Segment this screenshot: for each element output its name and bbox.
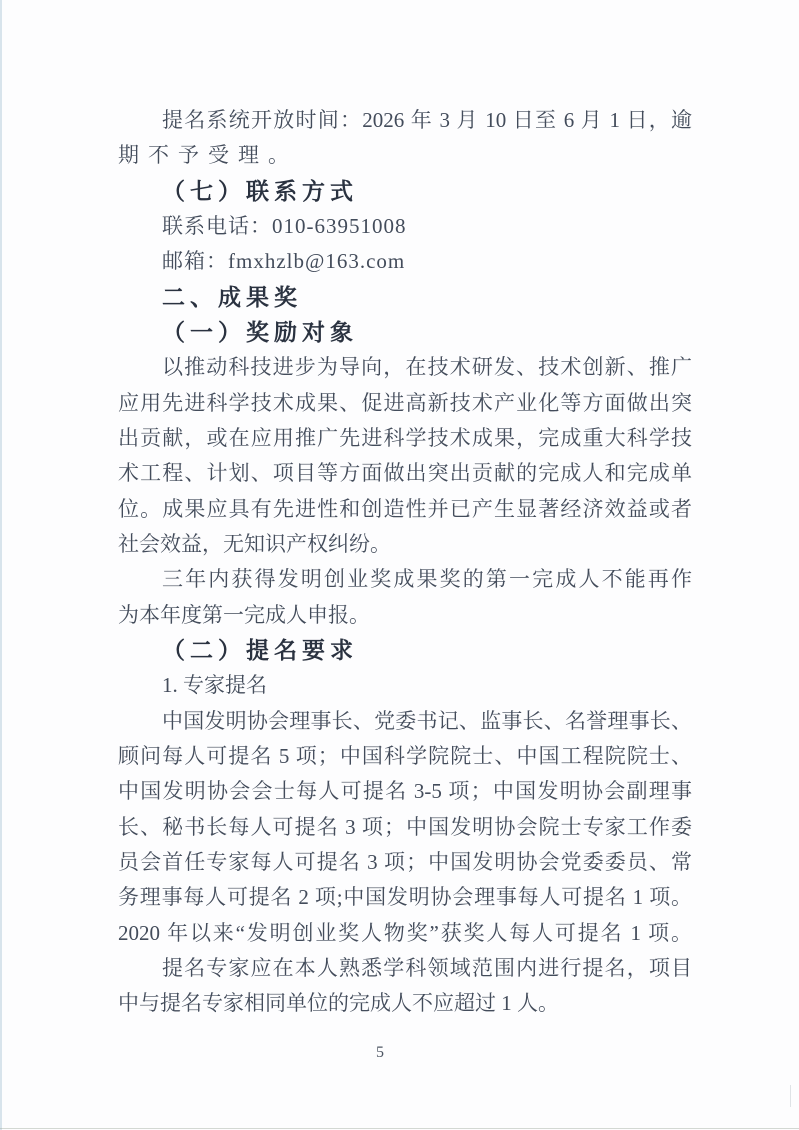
text-line: 三年内获得发明创业奖成果奖的第一完成人不能再作 xyxy=(162,567,692,592)
heading-award-target: （一）奖励对象 xyxy=(162,319,358,345)
scan-edge-artifact-bottom xyxy=(0,1128,799,1129)
heading-nomination-requirements: （二）提名要求 xyxy=(162,637,358,663)
text-line-phone: 联系电话：010-63951008 xyxy=(162,213,407,238)
text-line: 长、秘书长每人可提名 3 项；中国发明协会院士专家工作委 xyxy=(118,814,692,839)
text-line: 位。成果应具有先进性和创造性并已产生显著经济效益或者 xyxy=(118,496,692,521)
text-line: 务理事每人可提名 2 项;中国发明协会理事每人可提名 1 项。 xyxy=(118,885,692,910)
text-line: 顾问每人可提名 5 项；中国科学院院士、中国工程院院士、 xyxy=(118,743,692,768)
text-line: 中国发明协会会士每人可提名 3-5 项；中国发明协会副理事 xyxy=(118,779,692,804)
page-number: 5 xyxy=(376,1044,384,1061)
scan-edge-artifact-right xyxy=(790,1085,791,1107)
text-line: 术工程、计划、项目等方面做出突出贡献的完成人和完成单 xyxy=(118,461,692,486)
text-line: 员会首任专家每人可提名 3 项；中国发明协会党委委员、常 xyxy=(118,849,692,874)
text-line: 应用先进科学技术成果、促进高新技术产业化等方面做出突 xyxy=(118,390,692,415)
document-body xyxy=(118,103,692,1022)
text-line: 出贡献，或在应用推广先进科学技术成果，完成重大科学技 xyxy=(118,425,692,450)
text-line-email: 邮箱：fmxhzlb@163.com xyxy=(162,249,406,274)
subheading-expert-nomination: 1. 专家提名 xyxy=(162,673,267,698)
text-line: 中国发明协会理事长、党委书记、监事长、名誉理事长、 xyxy=(162,708,692,733)
text-line: 中与提名专家相同单位的完成人不应超过 1 人。 xyxy=(118,991,559,1016)
text-line-overdue: 期不予受理。 xyxy=(118,143,298,168)
text-line: 为本年度第一完成人申报。 xyxy=(118,602,370,627)
text-line: 社会效益，无知识产权纠纷。 xyxy=(118,531,391,556)
text-line: 2020 年以来“发明创业奖人物奖”获奖人每人可提名 1 项。 xyxy=(118,920,692,945)
text-line-nomination-open-time: 提名系统开放时间：2026 年 3 月 10 日至 6 月 1 日，逾 xyxy=(162,108,692,132)
scan-edge-artifact-left xyxy=(0,0,2,1130)
text-line: 提名专家应在本人熟悉学科领域范围内进行提名，项目 xyxy=(162,955,692,980)
text-line: 以推动科技进步为导向，在技术研发、技术创新、推广 xyxy=(162,355,692,380)
heading-achievement-award: 二、成果奖 xyxy=(162,283,302,310)
heading-contact-info: （七）联系方式 xyxy=(162,178,358,204)
